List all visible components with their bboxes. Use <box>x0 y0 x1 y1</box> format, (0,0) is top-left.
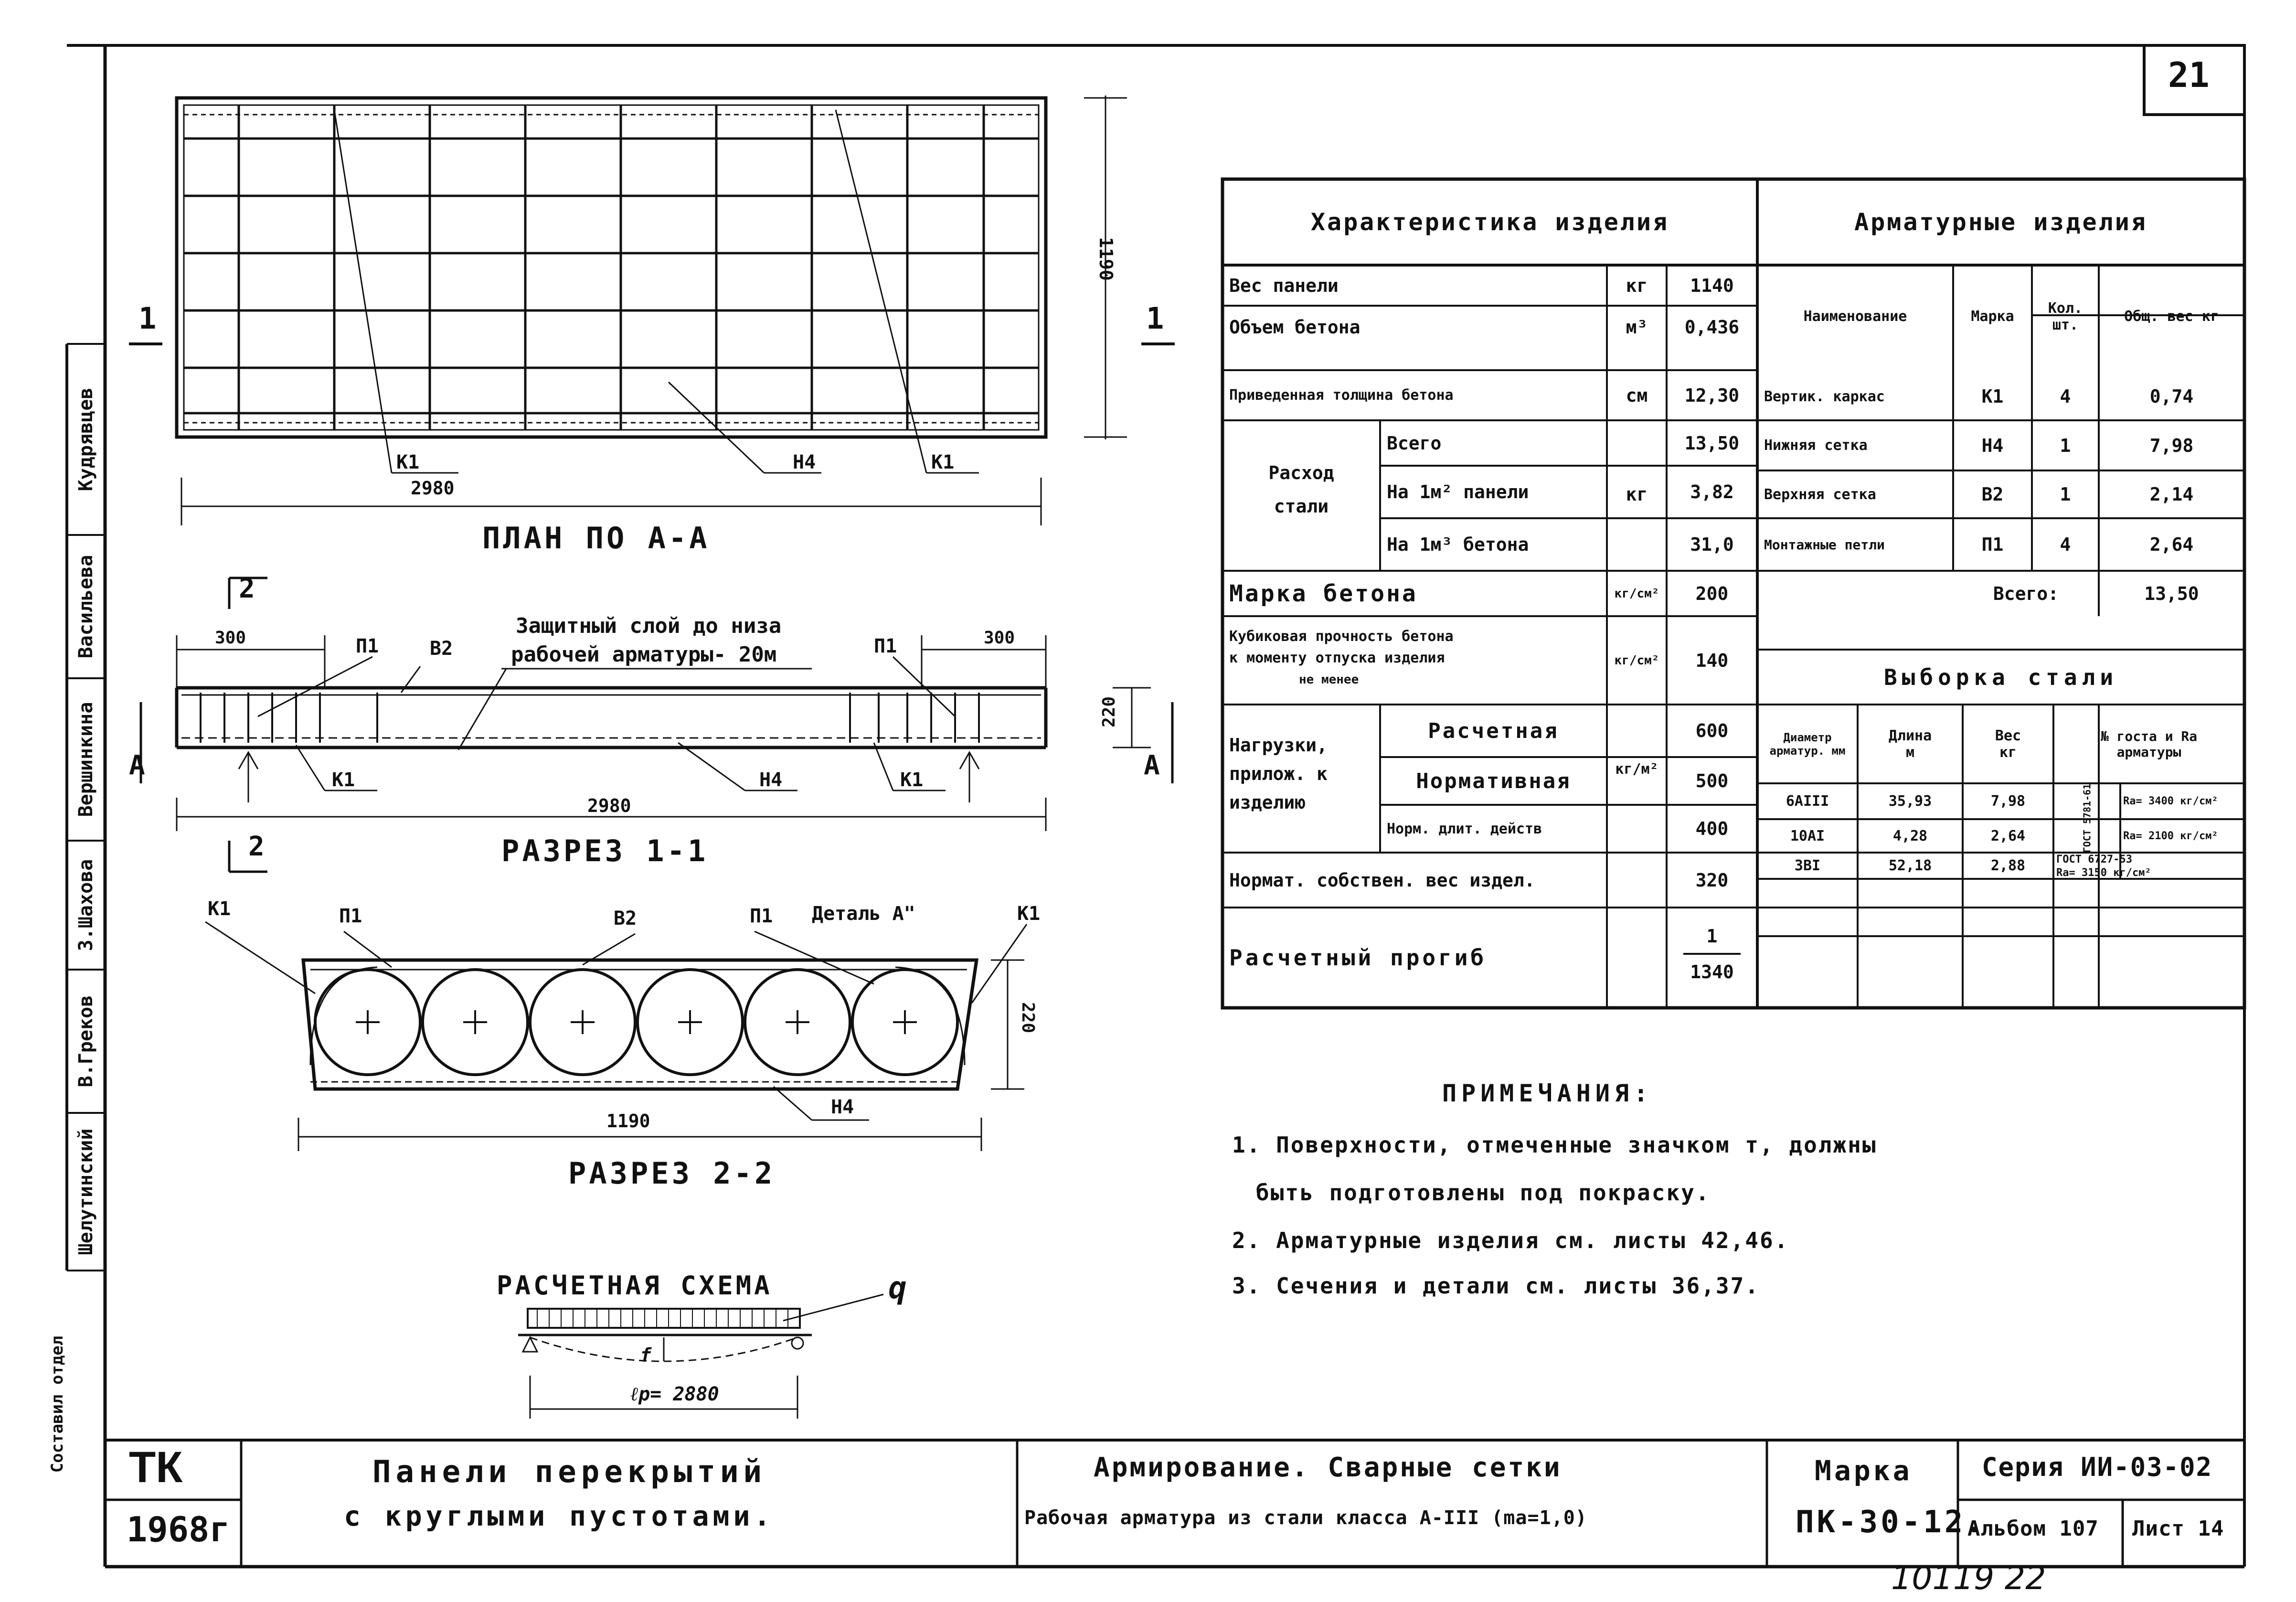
char-volume-unit: м³ <box>1626 317 1648 338</box>
sheet-number: 21 <box>2168 55 2210 95</box>
char-selfweight-label: Нормат. собствен. вес издел. <box>1229 869 1535 891</box>
title-sheet: Лист 14 <box>2132 1517 2224 1541</box>
char-loads-unit: кг/м² <box>1615 760 1658 778</box>
reinforcement-header: Арматурные изделия <box>1854 208 2147 236</box>
section22-label: Н4 <box>831 1096 854 1118</box>
stamp-name: Васильева <box>75 555 97 659</box>
section22-dim-height: 220 <box>1018 1002 1038 1034</box>
plan-dim-length: 2980 <box>411 478 455 499</box>
char-deflection-label: Расчетный прогиб <box>1229 945 1487 971</box>
char-loads-value: 400 <box>1695 818 1729 839</box>
char-weight-value: 1140 <box>1690 275 1734 296</box>
char-steel-value: 31,0 <box>1690 534 1734 555</box>
char-loads-label: Нагрузки, <box>1229 735 1328 756</box>
reinf-row-qty: 4 <box>2060 386 2071 407</box>
char-loads-value: 600 <box>1695 720 1729 741</box>
steel-selection-header: Выборка стали <box>1883 664 2118 690</box>
steel-row-diameter: 10АI <box>1790 827 1825 844</box>
char-thickness-label: Приведенная толщина бетона <box>1229 387 1454 404</box>
char-thickness-value: 12,30 <box>1684 384 1740 406</box>
characteristics-header: Характеристика изделия <box>1310 208 1669 236</box>
char-loads-row-label: Нормативная <box>1416 769 1571 793</box>
steel-row-weight: 7,98 <box>1990 793 2026 810</box>
section22-dim-width: 1190 <box>606 1111 650 1132</box>
char-cube-label: не менее <box>1299 672 1359 687</box>
note-item: быть подготовлены под покраску. <box>1256 1180 1711 1206</box>
section22-label: П1 <box>750 905 773 927</box>
steel-col-gost: № госта и Ra арматуры <box>2100 728 2198 760</box>
char-volume-value: 0,436 <box>1684 317 1740 338</box>
section11-title: РАЗРЕЗ 1-1 <box>501 833 709 868</box>
section22-label: В2 <box>614 908 637 929</box>
section11-dim: 300 <box>984 628 1015 648</box>
char-cube-label: Кубиковая прочность бетона <box>1229 628 1454 645</box>
reinf-row-weight: 7,98 <box>2149 435 2194 456</box>
stamp-name: Кудрявцев <box>75 387 97 491</box>
reinf-col-name: Наименование <box>1803 308 1907 325</box>
steel-row-ra: Ra= 3400 кг/см² <box>2123 795 2218 807</box>
note-item: 3. Сечения и детали см. листы 36,37. <box>1232 1273 1760 1299</box>
section11-dim-height: 220 <box>1099 696 1119 728</box>
reinf-total-label: Всего: <box>1993 583 2059 604</box>
protective-layer-note: рабочей арматуры- 20м <box>511 642 777 667</box>
plan-label: К1 <box>396 451 420 473</box>
scheme-span: ℓр= 2880 <box>630 1383 719 1405</box>
char-cube-unit: кг/см² <box>1614 653 1659 668</box>
reinf-row-qty: 1 <box>2060 484 2071 505</box>
char-grade-value: 200 <box>1695 583 1729 604</box>
char-loads-value: 500 <box>1695 770 1729 791</box>
char-steel-label: стали <box>1274 496 1329 517</box>
reinf-row-qty: 4 <box>2060 534 2071 555</box>
title-desc-line1: Армирование. Сварные сетки <box>1094 1452 1562 1483</box>
plan-title: ПЛАН ПО А-А <box>482 521 710 555</box>
title-org: ТК <box>129 1443 183 1492</box>
section11-mark: 2 <box>248 831 265 862</box>
char-selfweight-value: 320 <box>1695 869 1729 891</box>
steel-col-length: Длина м <box>1888 727 1932 761</box>
stamp-name: З.Шахова <box>75 859 97 951</box>
char-steel-row-label: На 1м³ бетона <box>1387 534 1529 555</box>
section22-label: К1 <box>1017 903 1041 925</box>
reinf-col-mark: Марка <box>1971 308 2014 325</box>
title-name-line2: с круглыми пустотами. <box>344 1500 775 1532</box>
reinf-row-name: Монтажные петли <box>1764 536 1885 553</box>
plan-label: К1 <box>931 451 955 473</box>
char-loads-row-label: Норм. длит. действ <box>1387 820 1542 837</box>
char-cube-label: к моменту отпуска изделия <box>1229 650 1445 666</box>
plan-dim-width: 1190 <box>1095 237 1116 281</box>
steel-col-diameter: Диаметр арматур. мм <box>1769 730 1846 758</box>
steel-row-length: 35,93 <box>1888 793 1932 810</box>
char-grade-unit: кг/см² <box>1614 586 1659 601</box>
plan-section-mark: 1 <box>1146 301 1164 336</box>
steel-row-ra: Ra= 3150 кг/см² <box>2056 866 2151 879</box>
title-mark-value: ПК-30-12. <box>1796 1505 1987 1540</box>
steel-row-weight: 2,88 <box>1990 857 2026 874</box>
scheme-deflection: f <box>640 1345 652 1367</box>
plan-section-mark: 1 <box>138 301 157 336</box>
reinf-row-qty: 1 <box>2060 435 2071 456</box>
steel-row-diameter: 6АIII <box>1786 793 1829 810</box>
char-thickness-unit: см <box>1626 384 1648 406</box>
char-steel-row-label: На 1м² панели <box>1387 481 1529 502</box>
section22-label: К1 <box>208 898 231 920</box>
steel-row-diameter: 3ВI <box>1794 857 1821 874</box>
reinf-col-weight: Общ. вес кг <box>2124 308 2219 325</box>
char-loads-label: прилож. к <box>1229 763 1328 784</box>
stamp-name: Шелутинский <box>75 1128 97 1255</box>
section11-dim: 300 <box>215 628 246 648</box>
reinf-row-mark: П1 <box>1981 534 2004 555</box>
handwritten-number: 10119 22 <box>1891 1559 2046 1597</box>
stamp-name: В.Греков <box>75 995 97 1088</box>
stamp-bottom: Составил отдел <box>48 1335 67 1473</box>
reinf-total-value: 13,50 <box>2144 583 2199 604</box>
section11-label: Н4 <box>759 769 783 791</box>
reinf-row-weight: 2,14 <box>2149 484 2194 505</box>
reinf-row-weight: 2,64 <box>2149 534 2194 555</box>
steel-gost-merged: ГОСТ 5781-61 <box>2081 783 2093 853</box>
steel-row3-gost: ГОСТ 6727-53 <box>2056 853 2132 865</box>
title-year: 1968г <box>127 1509 230 1549</box>
protective-layer-note: Защитный слой до низа <box>516 614 782 638</box>
title-name-line1: Панели перекрытий <box>372 1454 767 1490</box>
note-item: 1. Поверхности, отмеченные значком т, должны <box>1232 1132 1877 1158</box>
note-item: 2. Арматурные изделия см. листы 42,46. <box>1232 1228 1789 1253</box>
char-steel-row-label: Всего <box>1387 432 1442 454</box>
steel-row-length: 52,18 <box>1888 857 1932 874</box>
reinf-row-name: Верхняя сетка <box>1764 486 1876 503</box>
section22-title: РАЗРЕЗ 2-2 <box>568 1156 776 1191</box>
steel-row-weight: 2,64 <box>1990 827 2026 844</box>
section22-label: Деталь А" <box>812 903 915 925</box>
char-weight-unit: кг <box>1626 275 1648 296</box>
section11-label: П1 <box>874 635 897 657</box>
char-loads-label: изделию <box>1229 792 1306 813</box>
char-steel-value: 13,50 <box>1684 432 1740 454</box>
scheme-load: q <box>888 1271 907 1306</box>
reinf-col-qty: Кол. шт. <box>2048 299 2083 333</box>
char-cube-value: 140 <box>1695 650 1729 671</box>
reinf-row-name: Вертик. каркас <box>1764 388 1885 405</box>
title-desc-line2: Рабочая арматура из стали класса А-III (mа=1,0) <box>1024 1507 1587 1529</box>
char-weight-label: Вес панели <box>1229 275 1339 296</box>
section11-mark: 2 <box>239 573 255 604</box>
reinf-row-mark: Н4 <box>1981 435 2004 456</box>
plan-label: Н4 <box>793 451 816 473</box>
reinf-row-mark: В2 <box>1981 484 2004 505</box>
char-deflection-num: 1 <box>1706 926 1718 947</box>
char-steel-unit: кг <box>1626 484 1648 505</box>
reinf-row-mark: К1 <box>1981 386 2004 407</box>
section11-label: К1 <box>900 769 924 791</box>
char-steel-label: Расход <box>1268 462 1334 483</box>
deflection-fraction-bar <box>1683 953 1741 955</box>
steel-row-ra: Ra= 2100 кг/см² <box>2123 830 2218 842</box>
title-mark-label: Марка <box>1815 1454 1913 1487</box>
section11-label: В2 <box>430 638 453 660</box>
section-mark-a: А <box>129 750 145 781</box>
stamp-name: Вершинкина <box>75 702 97 817</box>
section11-label: П1 <box>356 635 379 657</box>
title-series: Серия ИИ-03-02 <box>1982 1452 2213 1482</box>
char-loads-row-label: Расчетная <box>1428 718 1559 743</box>
char-volume-label: Объем бетона <box>1229 317 1361 338</box>
section11-dim-length: 2980 <box>587 795 631 816</box>
reinf-row-weight: 0,74 <box>2149 386 2194 407</box>
char-steel-value: 3,82 <box>1690 481 1734 502</box>
notes-header: ПРИМЕЧАНИЯ: <box>1442 1079 1653 1107</box>
section11-label: К1 <box>332 769 355 791</box>
char-deflection-den: 1340 <box>1690 961 1734 983</box>
steel-col-weight: Вес кг <box>1995 727 2021 761</box>
title-album: Альбом 107 <box>1967 1517 2099 1541</box>
reinf-row-name: Нижняя сетка <box>1764 437 1868 454</box>
scheme-title: РАСЧЕТНАЯ СХЕМА <box>497 1271 773 1301</box>
char-grade-label: Марка бетона <box>1229 580 1418 607</box>
section22-label: П1 <box>339 905 362 927</box>
steel-row-length: 4,28 <box>1892 827 1928 844</box>
section-mark-a: А <box>1144 750 1160 781</box>
